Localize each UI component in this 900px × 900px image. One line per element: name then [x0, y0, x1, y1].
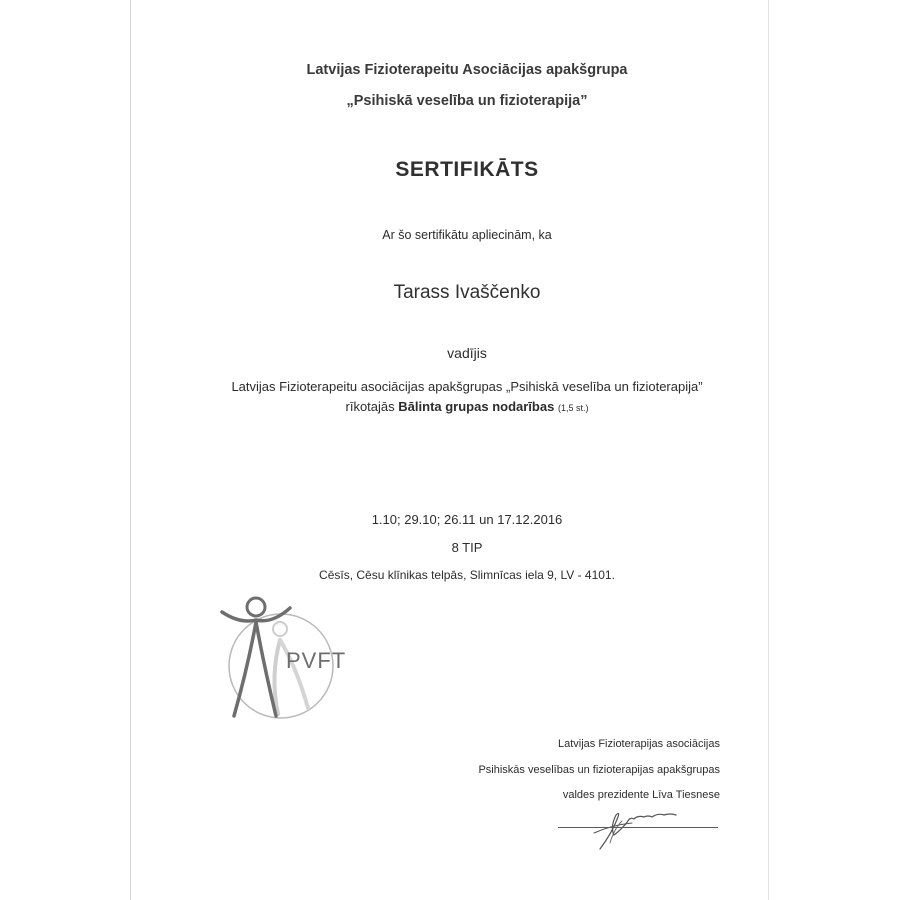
certificate-title: SERTIFIKĀTS: [395, 158, 539, 181]
event-hours: (1,5 st.): [557, 403, 589, 413]
page-edge-right: [768, 0, 769, 900]
signatory-subgroup: Psihiskās veselības un fizioterapijas apakšgrupas: [478, 764, 720, 776]
description-line-2: [0, 399, 900, 414]
organization-subgroup: „Psihiskā veselība un fizioterapija”: [346, 93, 588, 109]
event-location: Cēsīs, Cēsu klīnikas telpās, Slimnīcas iela 9, LV - 4101.: [319, 568, 615, 582]
organization-name: Latvijas Fizioterapeitu Asociācijas apakšgrupa: [306, 62, 628, 78]
description-line-1: Latvijas Fizioterapeitu asociācijas apakšgrupas „Psihiskā veselība un fizioterapija”: [231, 379, 703, 394]
signatory-name: valdes prezidente Līva Tiesnese: [562, 789, 720, 801]
certificate-intro: Ar šo sertifikātu apliecinām, ka: [382, 228, 552, 242]
description-prefix: rīkotajās: [345, 399, 395, 414]
signatory-organization: Latvijas Fizioterapijas asociācijas: [557, 738, 720, 750]
logo-text: PVFT: [286, 648, 347, 673]
handwritten-signature-icon: [592, 803, 682, 853]
signature-line: [558, 827, 718, 828]
event-dates: 1.10; 29.10; 26.11 un 17.12.2016: [371, 512, 563, 527]
action-text: vadījis: [447, 345, 487, 361]
recipient-name: Tarass Ivaščenko: [393, 282, 541, 303]
credit-points: 8 TIP: [451, 540, 483, 555]
event-name: Bālinta grupas nodarības: [398, 399, 555, 414]
page-edge-left: [130, 0, 131, 900]
